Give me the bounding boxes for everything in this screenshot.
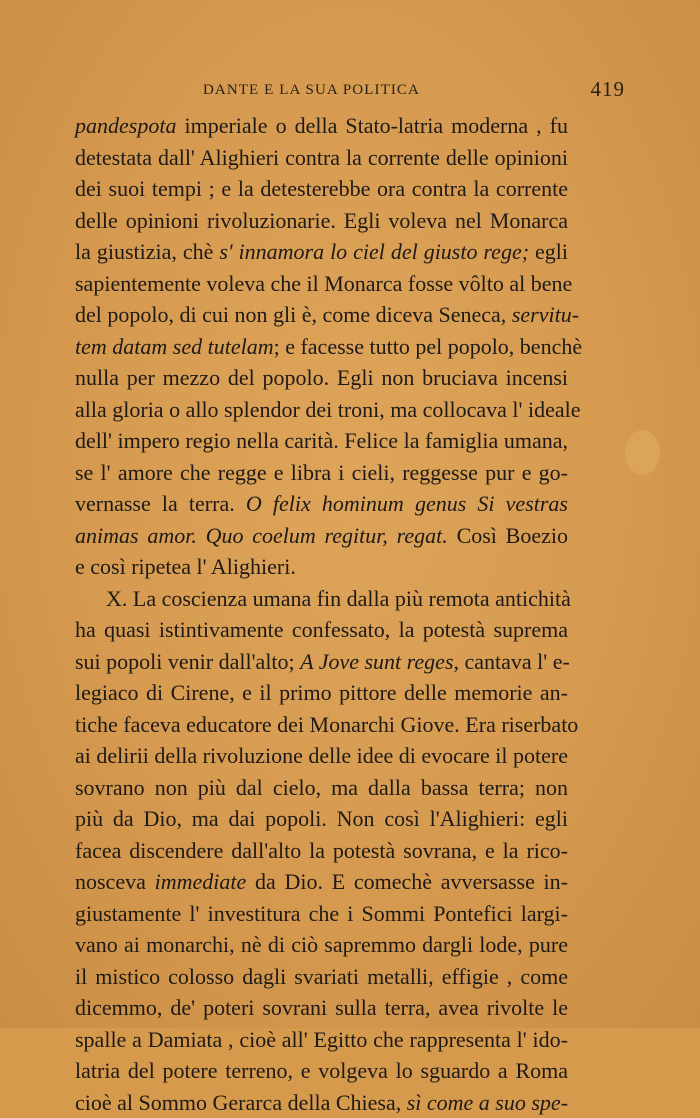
text-segment: legiaco di Cirene, e il primo pittore delle memorie an- [75,680,568,705]
text-segment: sapientemente voleva che il Monarca fosse vôlto al bene [75,271,572,296]
text-segment: cioè al Sommo Gerarca della Chiesa, [75,1090,407,1115]
italic-text: tem datam sed tutelam [75,334,274,359]
text-segment: facea discendere dall'alto la potestà sovrana, e la rico- [75,838,568,863]
text-line [75,1055,568,1087]
text-line [75,520,568,552]
text-segment: dicemmo, de' poteri sovrani sulla terra, avea rivolte le [75,995,568,1020]
text-segment: vano ai monarchi, nè di ciò sapremmo dargli lode, pure [75,932,568,957]
text-segment: cantava l' e- [459,649,570,674]
text-segment: il mistico colosso dagli svariati metalli, effigie , come [75,964,568,989]
text-line [75,835,568,867]
text-segment: tiche faceva educatore dei Monarchi Giove. Era riserbato [75,712,578,737]
text-line [75,803,568,835]
text-line [75,551,568,583]
text-segment: X. La coscienza umana fin dalla più remota antichità [106,586,571,611]
text-line [75,709,568,741]
text-line [75,236,568,268]
text-segment: ai delirii della rivoluzione delle idee di evocare il potere [75,743,568,768]
text-line [75,331,568,363]
text-segment: ha quasi istintivamente confessato, la potestà suprema [75,617,568,642]
text-line [75,646,568,678]
text-line [75,898,568,930]
text-segment: sui popoli venir dall'alto; [75,649,300,674]
italic-text: pandespota [75,113,176,138]
text-segment: da Dio. E comechè avversasse in- [246,869,568,894]
text-segment: dell' impero regio nella carità. Felice la famiglia umana, [75,428,568,453]
text-line [75,362,568,394]
text-segment: ; e facesse tutto pel popolo, benchè [274,334,583,359]
text-line [75,929,568,961]
text-segment: nosceva [75,869,155,894]
text-line [75,457,568,489]
text-line [75,992,568,1024]
italic-text: animas amor. Quo coelum regitur, regat. [75,523,448,548]
text-line [75,614,568,646]
text-segment: sovrano non più dal cielo, ma dalla bassa terra; non [75,775,568,800]
running-head: DANTE E LA SUA POLITICA [203,82,420,99]
text-segment: spalle a Damiata , cioè all' Egitto che rappresenta l' ido- [75,1027,568,1052]
page-header [75,70,625,100]
italic-text: servitu- [512,302,579,327]
text-segment: vernasse la terra. [75,491,246,516]
italic-text: immediate [155,869,247,894]
text-line [75,205,568,237]
italic-text: A Jove sunt reges, [300,649,459,674]
text-segment: e così ripetea l' Alighieri. [75,554,296,579]
page-number: 419 [591,77,626,102]
text-line [75,772,568,804]
text-line [75,268,568,300]
text-segment: egli [529,239,568,264]
text-segment: alla gloria o allo splendor dei troni, ma collocava l' ideale [75,397,581,422]
text-segment: giustamente l' investitura che i Sommi Pontefici largi- [75,901,568,926]
text-segment: la giustizia, chè [75,239,219,264]
text-line [75,110,568,142]
text-segment: dei suoi tempi ; e la detesterebbe ora contra la corrente [75,176,568,201]
text-line [75,488,568,520]
text-line [75,1024,568,1056]
body-text [75,110,568,1118]
italic-text: O felix hominum genus Si vestras [246,491,568,516]
text-line [75,961,568,993]
text-segment: del popolo, di cui non gli è, come diceva Seneca, [75,302,512,327]
text-line [75,299,568,331]
text-line [75,425,568,457]
text-line [75,677,568,709]
text-line [75,394,568,426]
text-segment: Così Boezio [448,523,568,548]
text-line [75,173,568,205]
text-segment: nulla per mezzo del popolo. Egli non bruciava incensi [75,365,568,390]
italic-text: s' innamora lo ciel del giusto rege; [219,239,529,264]
text-line [75,1087,568,1118]
text-segment: detestata dall' Alighieri contra la corrente delle opinioni [75,145,568,170]
text-line [75,740,568,772]
text-segment: più da Dio, ma dai popoli. Non così l'Alighieri: egli [75,806,568,831]
paper-stain [625,430,660,475]
text-line [75,866,568,898]
text-line [75,142,568,174]
text-segment: se l' amore che regge e libra i cieli, reggesse pur e go- [75,460,568,485]
italic-text: sì come a suo spe- [407,1090,568,1115]
text-segment: imperiale o della Stato-latria moderna , fu [176,113,568,138]
text-segment: latria del potere terreno, e volgeva lo sguardo a Roma [75,1058,568,1083]
text-segment: delle opinioni rivoluzionarie. Egli voleva nel Monarca [75,208,568,233]
text-line [75,583,568,615]
